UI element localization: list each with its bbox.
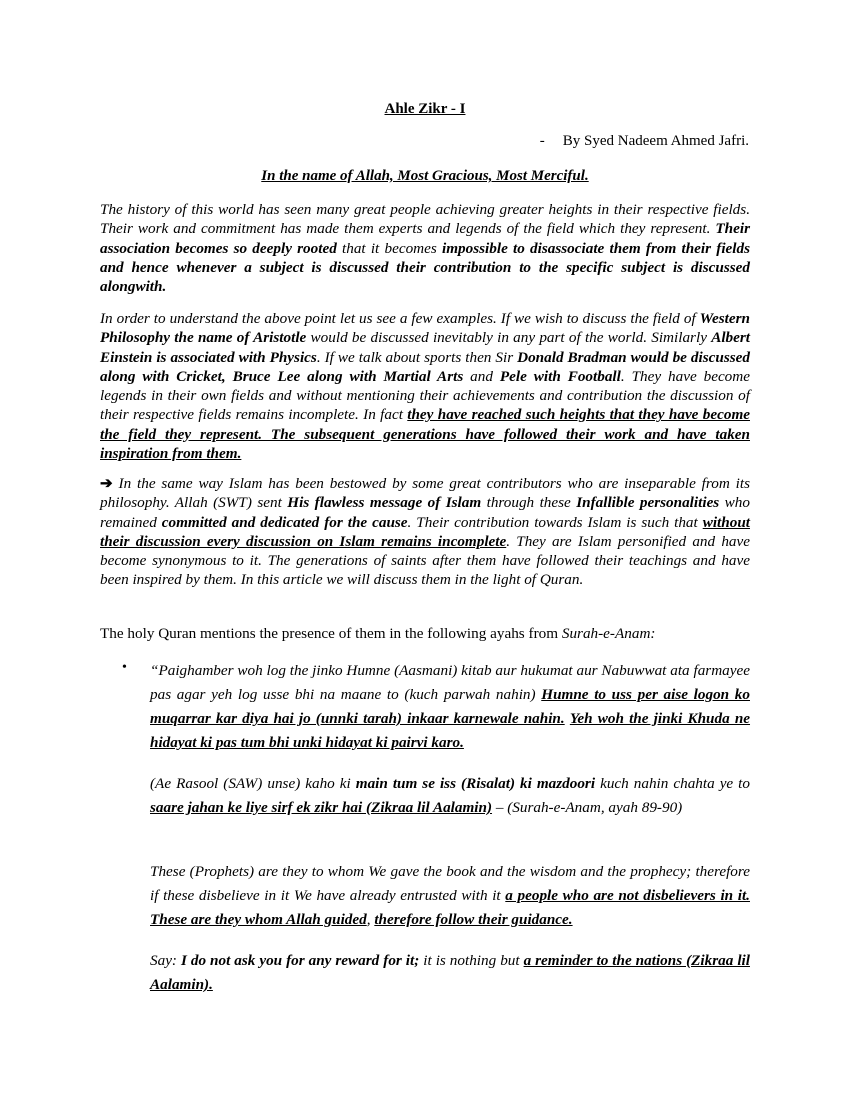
paragraph-quran-intro (100, 624, 760, 643)
text-run: (Ae Rasool (SAW) unse) kaho ki (150, 775, 356, 792)
text-run: In order to understand the above point let us see a few examples. If we wish to discuss the field of (100, 310, 700, 327)
text-run: , (366, 911, 375, 928)
bold-run: I do not ask you for any reward for it; (180, 952, 420, 969)
author-dash: - (539, 133, 545, 149)
bold-underline-run: These are they whom Allah guided (150, 911, 367, 928)
text-run: that it becomes (336, 239, 442, 257)
bold-underline-run: Yeh woh the jinki Khuda ne hidayat ki pas tum bhi unki hidayat ki pairvi karo. (150, 710, 751, 751)
bold-run: Western Philosophy the name of Aristotle (100, 310, 750, 347)
paragraph-examples (100, 309, 750, 463)
text-run: These (Prophets) are they to whom We gave the book and the wisdom and the prophecy; therefore if these disbelieve in it We have already entrusted with it (150, 863, 750, 904)
bold-run: committed and dedicated for the cause (161, 513, 408, 531)
text-run: and (463, 367, 500, 385)
basmala-heading: In the name of Allah, Most Gracious, Most Merciful. (261, 168, 589, 184)
text-run: . Their contribution towards Islam is such that (407, 513, 703, 531)
text-run: “Paighamber woh log the jinko Humne (Aasmani) kitab aur hukumat aur Nabuwwat ata farmayee pas agar yeh log usse bhi na maane to (kuch parwah nahin) (150, 662, 750, 703)
text-run: The history of this world has seen many great people achieving greater heights in their respective fields. Their work and commitment has made them experts and legends of the field which they represent. (100, 201, 750, 238)
text-run: – (Surah-e-Anam, ayah 89-90) (492, 799, 683, 816)
paragraph-islam (100, 474, 750, 590)
bold-underline-run: Humne to uss per aise logon ko muqarrar kar diya hai jo (unnki tarah) inkaar karnewale nahin. (150, 686, 750, 727)
bold-underline-run: a people who are not disbelievers in it. (505, 887, 750, 904)
text-run: it is nothing but (419, 952, 524, 969)
bold-run: His flawless message of Islam (287, 494, 482, 512)
arrow-icon: ➔ (100, 475, 113, 492)
bold-run: impossible to disassociate them from their fields and hence whenever a subject is discussed their contribution to the specific subject is discussed alongwith. (100, 239, 751, 296)
bold-run: Donald Bradman would be discussed along with Cricket, Bruce Lee along with Martial Arts (100, 348, 750, 385)
text-run: . They have become legends in their own fields and without mentioning their achievements and contribution the discussion of their respective fields remains incomplete. In fact (100, 367, 750, 424)
quote-english (150, 860, 750, 932)
text-run: . If we talk about sports then Sir (316, 348, 518, 366)
bold-run: Albert Einstein is associated with Physics (100, 329, 751, 366)
text-run: would be discussed inevitably in any part of the world. Similarly (306, 329, 712, 347)
text-run: . They are Islam personified and have become synonymous to it. The generations of saints after them have followed their teachings and have been inspired by them. In this article we will discuss them in the light of Quran. (100, 532, 750, 589)
text-run: In the same way Islam has been bestowed by some great contributors who are inseparable from its philosophy. Allah (SWT) sent (100, 475, 750, 512)
bold-run: main tum se iss (Risalat) ki mazdoori (355, 775, 596, 792)
quote-urdu (150, 659, 750, 755)
bold-run: Their association becomes so deeply rooted (100, 220, 750, 257)
quote-urdu-second (150, 772, 750, 820)
text-run: kuch nahin chahta ye to (595, 775, 750, 792)
document-title: Ahle Zikr - I (384, 101, 466, 117)
bold-underline-run: they have reached such heights that they have become the field they represent. The subsequent generations have followed their work and have taken inspiration from them. (100, 406, 750, 463)
bold-run: Infallible personalities (576, 494, 720, 512)
text-run: The holy Quran mentions the presence of them in the following ayahs from (100, 625, 562, 642)
quote-english-second (150, 949, 750, 997)
italic-run: Surah-e-Anam: (561, 625, 656, 642)
bullet-icon: • (122, 660, 127, 675)
bold-underline-run: a reminder to the nations (Zikraa lil Aalamin). (150, 952, 750, 993)
author-line (540, 133, 749, 150)
text-run: who remained (100, 494, 750, 531)
text-run: through these (481, 494, 577, 512)
bold-underline-run: saare jahan ke liye sirf ek zikr hai (Zikraa lil Aalamin) (150, 799, 493, 816)
bold-underline-run: without their discussion every discussion on Islam remains incomplete (100, 513, 750, 550)
paragraph-history (100, 200, 750, 296)
author-name: By Syed Nadeem Ahmed Jafri. (562, 133, 749, 149)
text-run: Say: (150, 952, 181, 969)
bold-run: Pele with Football (499, 367, 621, 385)
bold-underline-run: therefore follow their guidance. (374, 911, 573, 928)
